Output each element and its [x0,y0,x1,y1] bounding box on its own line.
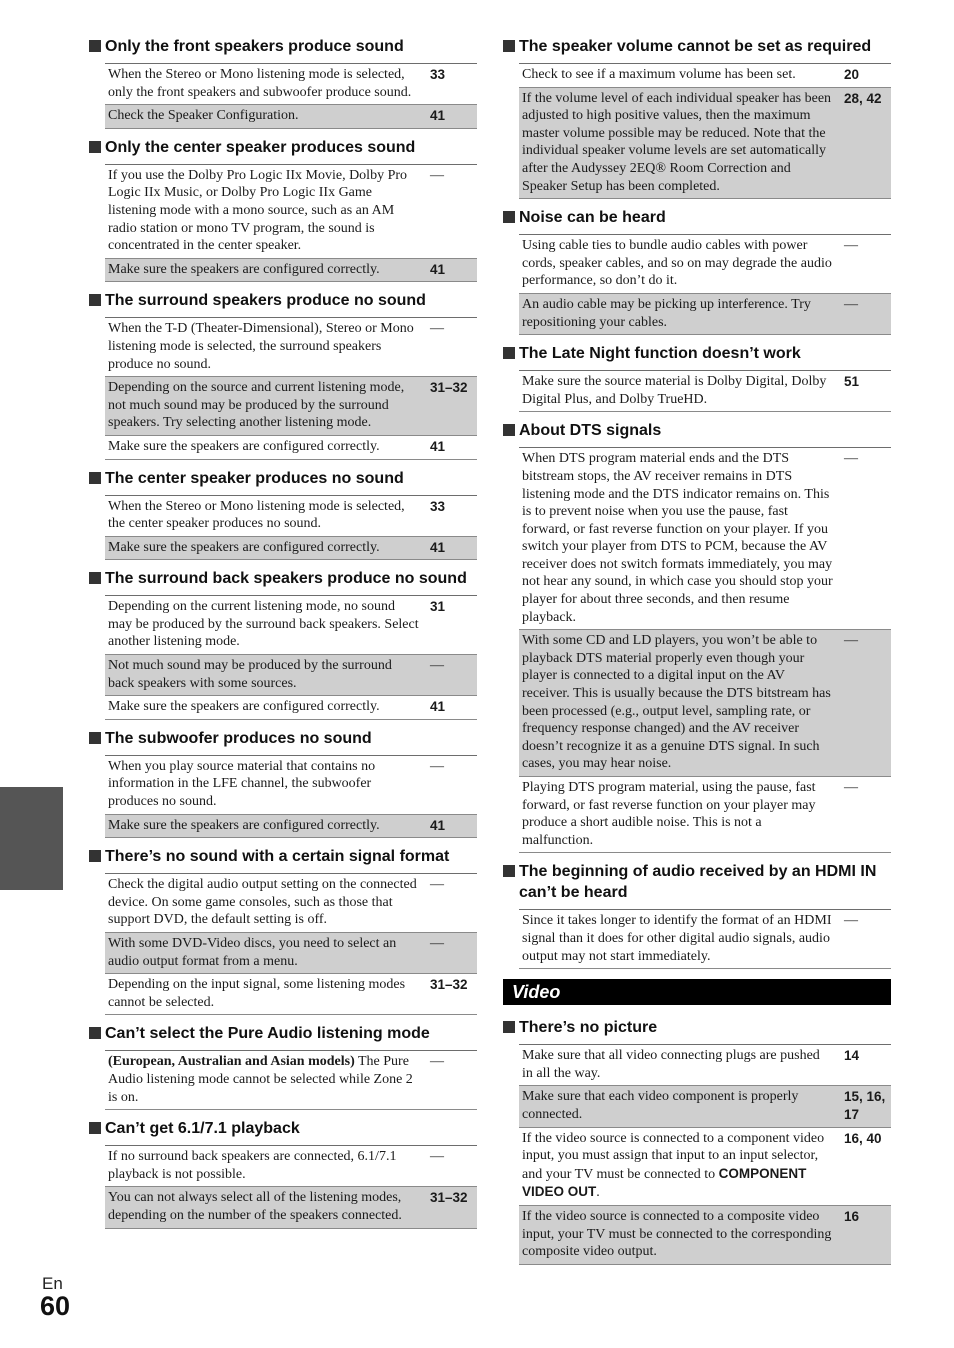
square-bullet-icon [503,424,515,436]
page-reference: — [430,321,444,337]
page-reference: — [430,758,444,774]
section-title [89,568,477,589]
table-row [519,88,891,200]
row-description [519,632,834,773]
page-reference: 41 [430,699,446,715]
solution-table [519,370,891,412]
table-row [519,294,891,335]
row-text: With some CD and LD players, you won’t be able to playback DTS material properly even though your player is connected to a digital input on the AV receiver. This is usually because the DTS bitstream has been processed (e.g., output level, sampling rate, or frequency response changed) and the AV receiver doesn’t recognize it as a genuine DTS signal. In such cases, you may hear noise. [522,633,831,772]
chapter-tab [0,787,63,890]
section-title [89,137,477,158]
troubleshooting-section [503,36,891,199]
section-title [503,861,891,903]
solution-table [105,755,477,838]
table-row [519,1086,891,1127]
row-text: If the video source is connected to a component video input, you must assign that input to an input selector, and your TV must be connected to [522,1130,825,1182]
row-text: Playing DTS program material, using the pause, fast forward, or fast reverse function on your player may produce a short audible noise. This is not a malfunction. [522,780,816,848]
square-bullet-icon [89,572,101,584]
table-row [105,815,477,839]
section-title-text: Only the front speakers produce sound [105,38,404,55]
square-bullet-icon [89,472,101,484]
row-description [105,438,420,456]
table-row [519,630,891,777]
square-bullet-icon [503,211,515,223]
row-description [519,1088,834,1123]
square-bullet-icon [89,141,101,153]
section-title-text: The center speaker produces no sound [105,469,404,487]
table-row [105,696,477,720]
row-description [519,296,834,331]
section-title [89,1118,477,1139]
row-description [519,1047,834,1082]
page-reference: 33 [430,67,446,82]
table-row [105,1187,477,1228]
row-text: When DTS program material ends and the DTS bitstream stops, the AV receiver remains in DTS listening mode and the DTS indicator remains on. This is to prevent noise when you use the pause, fast forward, or fast reverse function on your player. If you switch your player from DTS to PCM, because the AV receiver does not switch formats immediately, you may not hear any sound, in which case you should stop your player for about three seconds, and then resume playback. [522,451,833,625]
troubleshooting-section [89,36,477,129]
page-reference: — [844,238,858,254]
table-row [105,933,477,974]
row-description [519,373,834,408]
page-reference: — [844,913,858,929]
page-reference: — [430,877,444,893]
row-text: Not much sound may be produced by the surround back speakers with some sources. [108,658,392,691]
table-row [105,377,477,436]
section-title-text: Noise can be heard [519,209,666,227]
video-sections [503,1017,891,1265]
troubleshooting-section [503,420,891,853]
table-row [105,537,477,561]
solution-table [105,164,477,283]
row-text: You can not always select all of the listening modes, depending on the number of the speakers connected. [108,1190,402,1223]
page-reference: 31–32 [430,977,468,993]
page-reference: — [844,633,858,649]
table-row [105,318,477,377]
row-description [519,66,834,84]
table-row [105,436,477,460]
page-reference: 41 [430,817,446,833]
square-bullet-icon [503,40,515,52]
section-title [503,420,891,441]
row-text: The Pure Audio listening mode cannot be selected while Zone 2 is on. [108,1054,413,1105]
row-description [105,167,420,255]
page-language: En [42,1274,63,1293]
row-description [105,1148,420,1183]
row-description [519,1130,834,1202]
table-row [519,1128,891,1206]
row-text: If the video source is connected to a composite video input, your TV must be connected to the corresponding composite video output. [522,1208,832,1260]
troubleshooting-section [89,1118,477,1228]
square-bullet-icon [503,347,515,359]
row-text: If no surround back speakers are connected, 6.1/7.1 playback is not possible. [108,1149,397,1182]
row-text: When the Stereo or Mono listening mode is selected, the center speaker produces no sound. [108,498,405,532]
section-title-text: The surround back speakers produce no sound [105,570,467,588]
row-text: Make sure the speakers are configured correctly. [108,539,380,555]
square-bullet-icon [89,1027,101,1039]
square-bullet-icon [503,1021,515,1033]
table-row [519,910,891,969]
solution-table [105,63,477,129]
row-description [519,90,834,196]
page-reference: 33 [430,498,446,514]
troubleshooting-section [89,728,477,838]
page-reference: — [430,658,444,674]
page-reference: 41 [430,108,446,124]
section-title [89,468,477,489]
page-reference: 31–32 [430,1190,468,1206]
table-row [105,655,477,696]
square-bullet-icon [503,865,515,877]
solution-table [105,1145,477,1228]
row-text: If the volume level of each individual speaker has been adjusted to high positive values, then the maximum master volume possible may be reduced. Note that the individual speaker volume levels are set automatically after the Audyssey 2EQ® Room Correction and Speaker Setup has been completed. [522,90,832,194]
section-title-text: The beginning of audio received by an HDMI IN can’t be heard [519,863,877,902]
solution-table [105,873,477,1015]
page-reference: — [844,296,858,312]
section-title [89,728,477,749]
row-text: If you use the Dolby Pro Logic IIx Movie, Dolby Pro Logic IIx Music, or Dolby Pro Logic IIx Game listening mode with a mono source, such as an AM radio station or mono TV program, the sound is concentrated in the center speaker. [108,167,408,254]
page-reference: — [430,1054,444,1070]
table-row [105,259,477,283]
solution-table [519,234,891,335]
solution-table [519,447,891,853]
row-description [519,1208,834,1261]
row-description [105,598,420,651]
table-row [519,448,891,630]
section-title-text: The subwoofer produces no sound [105,729,372,747]
page-reference: 31 [430,599,446,615]
table-row [519,64,891,88]
troubleshooting-section [503,861,891,969]
page-reference: 31–32 [430,380,468,396]
section-title-text: There’s no sound with a certain signal format [105,848,450,866]
row-text: Using cable ties to bundle audio cables with power cords, speaker cables, and so on may degrade the audio performance, so don’t do it. [522,238,832,289]
table-row [105,1051,477,1110]
row-description [105,66,420,101]
troubleshooting-section [89,290,477,459]
troubleshooting-section [503,343,891,412]
table-row [105,596,477,655]
row-text: Check the Speaker Configuration. [108,108,299,124]
row-lead-text: (European, Australian and Asian models) [108,1054,355,1070]
right-column-sections [503,36,891,969]
row-description [105,698,420,716]
table-row [105,165,477,259]
row-text: Make sure that each video component is properly connected. [522,1089,799,1122]
solution-table [105,595,477,720]
row-description [519,912,834,965]
section-title [503,343,891,364]
troubleshooting-section [89,846,477,1015]
troubleshooting-section [503,207,891,335]
table-row [519,371,891,412]
row-description [105,539,420,557]
row-description [105,876,420,929]
section-title-text: The surround speakers produce no sound [105,292,426,310]
row-description [105,498,420,533]
row-text: Since it takes longer to identify the format of an HDMI signal than it does for other digital audio signals, audio output may not start immediately. [522,913,832,964]
section-title [89,1023,477,1044]
section-title [89,290,477,311]
section-title-text: Can’t select the Pure Audio listening mode [105,1025,430,1043]
table-row [105,756,477,815]
solution-table [105,1050,477,1110]
page-reference: — [430,1149,444,1165]
row-description [105,261,420,279]
row-text: Check the digital audio output setting on the connected device. On some game consoles, such as those that support DVD, the default setting is off. [108,877,417,928]
table-row [105,874,477,933]
row-description [105,758,420,811]
square-bullet-icon [89,1122,101,1134]
square-bullet-icon [89,40,101,52]
troubleshooting-section [89,137,477,283]
square-bullet-icon [89,732,101,744]
troubleshooting-section [503,1017,891,1265]
table-row [105,1146,477,1187]
row-description [105,935,420,970]
row-description [105,379,420,432]
row-description [105,320,420,373]
section-title [89,846,477,867]
row-text: Make sure the speakers are configured correctly. [108,261,380,277]
row-text: Check to see if a maximum volume has been set. [522,67,796,82]
row-description [105,1053,420,1106]
table-row [105,64,477,105]
row-text: When the Stereo or Mono listening mode is selected, only the front speakers and subwoofer produce sound. [108,67,412,100]
table-row [105,496,477,537]
section-title [503,36,891,57]
solution-table [519,1044,891,1265]
page-reference: — [844,451,858,467]
solution-table [519,909,891,969]
section-title-text: Can’t get 6.1/7.1 playback [105,1120,300,1138]
row-description [105,107,420,125]
page-reference: 20 [844,67,860,82]
table-row [105,105,477,129]
row-description [519,779,834,849]
row-text-end: . [596,1185,600,1201]
page-reference: 51 [844,374,860,390]
page-reference: 41 [430,261,446,277]
left-column [89,36,477,1237]
row-text: Make sure the speakers are configured correctly. [108,817,380,833]
square-bullet-icon [89,850,101,862]
row-text: Make sure that all video connecting plugs are pushed in all the way. [522,1048,820,1081]
section-title-text: About DTS signals [519,422,662,440]
row-text: An audio cable may be picking up interference. Try repositioning your cables. [522,296,811,330]
row-text: Depending on the current listening mode, no sound may be produced by the surround back speakers. Select another listening mode. [108,599,419,650]
row-text: With some DVD-Video discs, you need to select an audio output format from a menu. [108,936,397,969]
row-text: Depending on the source and current listening mode, not much sound may be produced by the surround speakers. Try selecting another listening mode. [108,380,405,431]
section-title-text: There’s no picture [519,1019,658,1037]
video-heading: Video [503,979,891,1005]
row-text: When the T-D (Theater-Dimensional), Stereo or Mono listening mode is selected, the surround speakers produce no sound. [108,321,414,372]
row-text: Depending on the input signal, some listening modes cannot be selected. [108,977,406,1010]
square-bullet-icon [89,294,101,306]
right-column [503,36,891,1273]
page-reference: 28, 42 [844,90,882,106]
page-reference: 16 [844,1208,860,1224]
row-description [519,450,834,626]
row-description [105,817,420,835]
page-reference: 41 [430,438,446,454]
page-reference: 14 [844,1048,860,1064]
page-reference: — [844,780,858,795]
page-number: 60 [40,1291,71,1321]
row-description [105,976,420,1011]
row-description [105,657,420,692]
solution-table [519,63,891,199]
section-title [503,1017,891,1038]
solution-table [105,495,477,561]
page-reference: 41 [430,539,446,555]
troubleshooting-section [89,468,477,561]
table-row [519,777,891,853]
table-row [519,235,891,294]
row-description [519,237,834,290]
section-title [89,36,477,57]
solution-table [105,317,477,459]
page-reference: 16, 40 [844,1130,882,1146]
row-text: Make sure the speakers are configured correctly. [108,438,380,454]
table-row [105,974,477,1015]
row-text: When you play source material that contains no information in the LFE channel, the subwoofer produces no sound. [108,758,376,810]
page-reference: — [430,167,444,183]
row-description [105,1189,420,1224]
section-title-text: The Late Night function doesn’t work [519,345,801,363]
row-text: Make sure the source material is Dolby Digital, Dolby Digital Plus, and Dolby TrueHD. [522,374,827,407]
page-reference: — [430,936,444,951]
row-text: Make sure the speakers are configured correctly. [108,699,380,715]
table-row [519,1045,891,1086]
row-emphasis-text: COMPONENT VIDEO OUT [522,1165,807,1200]
section-title-text: Only the center speaker produces sound [105,138,416,156]
section-title-text: The speaker volume cannot be set as required [519,38,872,55]
page-reference: 15, 16, 17 [844,1089,886,1122]
troubleshooting-section [89,568,477,720]
troubleshooting-section [89,1023,477,1110]
table-row [519,1206,891,1265]
section-title [503,207,891,228]
